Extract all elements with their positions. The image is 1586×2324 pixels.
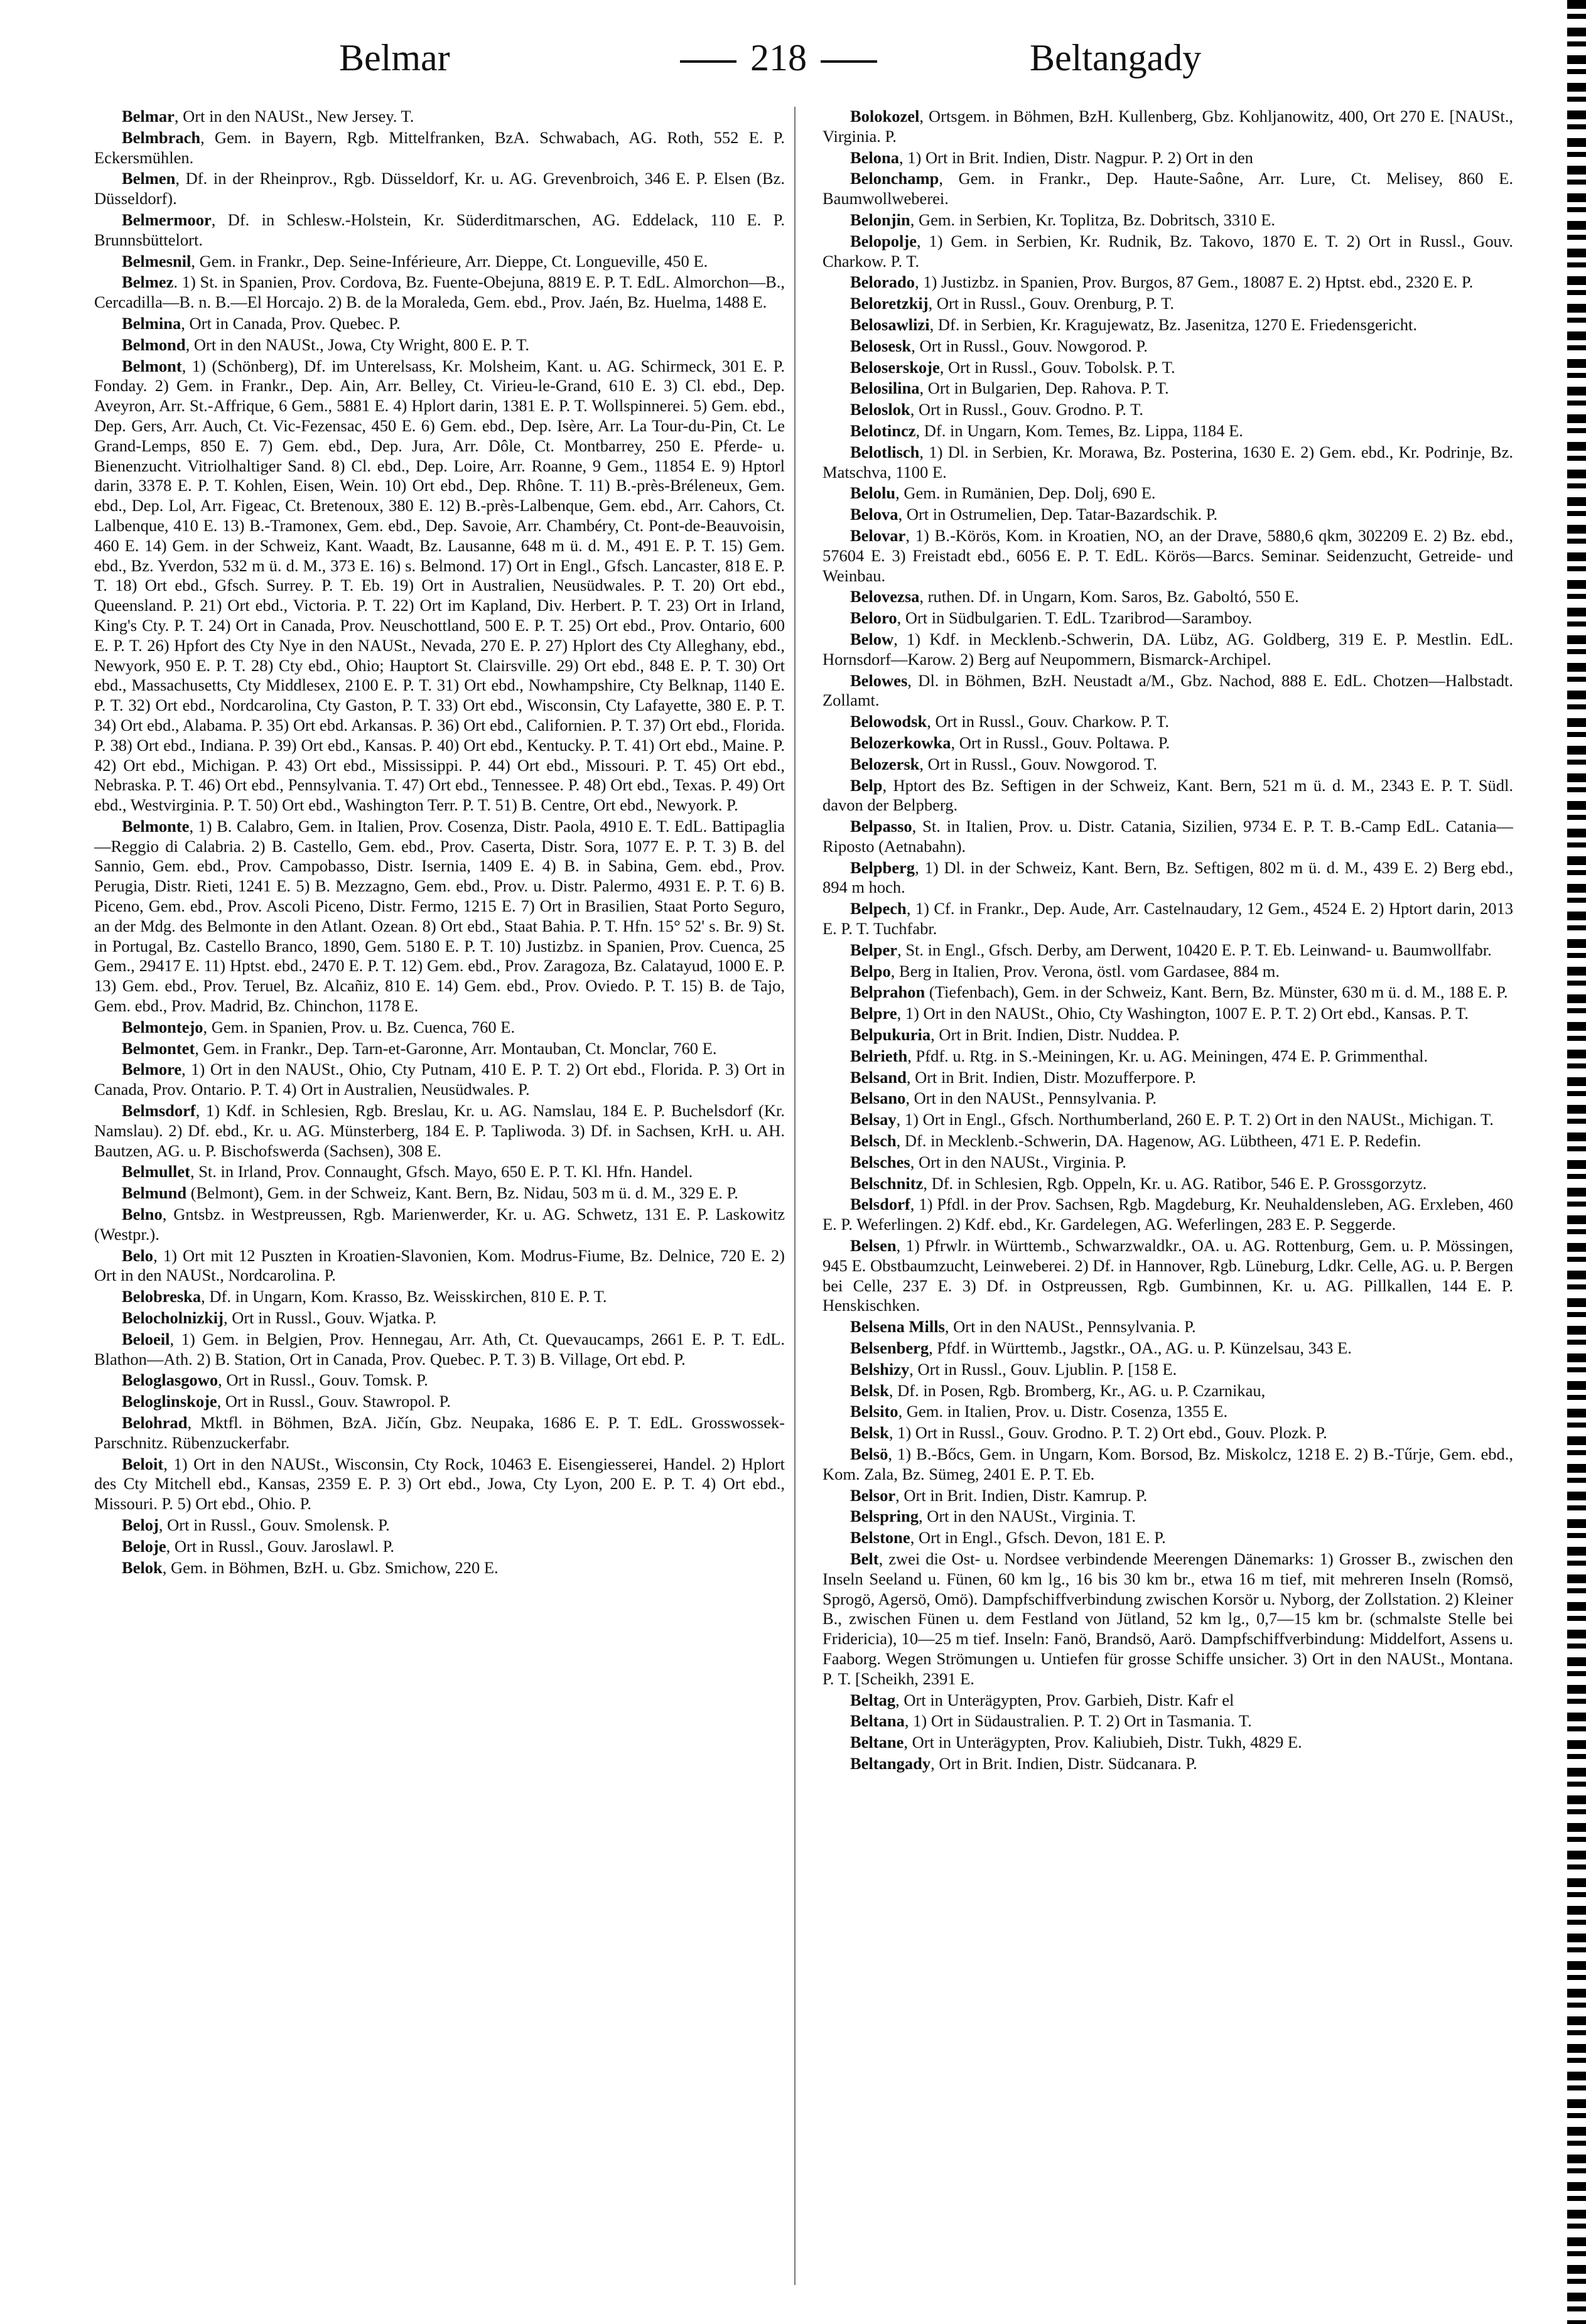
dictionary-entry — [94, 1330, 785, 1370]
entry-text: (Tiefenbach), Gem. in der Schweiz, Kant. Bern, Bz. Münster, 630 m ü. d. M., 188 E. P. — [925, 982, 1508, 1002]
dictionary-entry — [823, 858, 1513, 898]
entry-headword: Beloj — [122, 1515, 159, 1534]
dictionary-entry — [94, 1370, 785, 1391]
entry-headword: Belmbrach — [122, 127, 201, 147]
entry-text: , Gem. in Spanien, Prov. u. Bz. Cuenca, 760 E. — [203, 1017, 515, 1036]
dictionary-entry — [94, 1392, 785, 1412]
dictionary-entry — [94, 1205, 785, 1245]
entry-headword: Belsk — [850, 1423, 889, 1443]
dictionary-entry — [94, 1039, 785, 1059]
entry-text: , Df. in Ungarn, Kom. Temes, Bz. Lippa, 1184 E. — [915, 421, 1243, 440]
entry-text: , Ort in den NAUSt., Virginia. T. — [918, 1507, 1136, 1526]
entry-text: , 1) B.-Bőcs, Gem. in Ungarn, Kom. Borsod, Bz. Miskolcz, 1218 E. 2) B.-Tűrje, Gem. ebd., Kom. Zala, Bz. Sümeg, 2401 E. P. T. Eb. — [823, 1444, 1513, 1483]
dictionary-entry — [823, 1317, 1513, 1337]
dictionary-entry — [823, 1754, 1513, 1774]
dictionary-entry — [823, 483, 1513, 503]
entry-text: , 1) Ort in Brit. Indien, Distr. Nagpur. P. 2) Ort in den — [899, 148, 1253, 167]
entry-headword: Belmont — [122, 356, 182, 375]
dictionary-entry — [94, 1558, 785, 1578]
entry-text: , Ort in Russl., Gouv. Tomsk. P. — [218, 1370, 428, 1390]
dictionary-entry — [823, 1402, 1513, 1422]
dictionary-entry — [823, 526, 1513, 586]
dictionary-entry — [823, 1046, 1513, 1067]
entry-text: , Hptort des Bz. Seftigen in der Schweiz, Kant. Bern, 521 m ü. d. M., 2343 E. P. T. Südl. davon der Belpberg. — [823, 775, 1513, 815]
entry-headword: Belolu — [850, 483, 896, 503]
entry-text: , Gem. in Frankr., Dep. Haute-Saône, Arr. Lure, Ct. Melisey, 860 E. Baumwollweberei. — [823, 169, 1513, 208]
entry-headword: Belmen — [122, 169, 176, 188]
dictionary-entry — [94, 1101, 785, 1161]
dictionary-entry — [823, 169, 1513, 209]
entry-text: , 1) Cf. in Frankr., Dep. Aude, Arr. Castelnaudary, 12 Gem., 4524 E. 2) Hptort darin, 2013 E. P. T. Tuchfabr. — [823, 899, 1513, 939]
entry-text: , Ort in Russl., Gouv. Orenburg, P. T. — [928, 294, 1174, 313]
entry-text: , Ort in Russl., Gouv. Nowgorod. P. — [911, 336, 1148, 355]
dictionary-entry — [94, 1413, 785, 1453]
entry-headword: Beloro — [850, 608, 897, 628]
entry-headword: Belmonte — [122, 816, 190, 836]
entry-headword: Belsö — [850, 1444, 888, 1463]
entry-headword: Belsito — [850, 1402, 898, 1421]
dictionary-entry — [823, 1711, 1513, 1731]
entry-headword: Belmond — [122, 335, 186, 354]
dictionary-entry — [94, 1162, 785, 1182]
dictionary-entry — [94, 1060, 785, 1100]
entry-headword: Belsch — [850, 1131, 897, 1151]
entry-headword: Belonchamp — [850, 169, 939, 188]
entry-text: , St. in Irland, Prov. Connaught, Gfsch. Mayo, 650 E. P. T. Kl. Hfn. Handel. — [190, 1162, 693, 1181]
entry-text: , Ort in Russl., Gouv. Stawropol. P. — [217, 1392, 451, 1411]
entry-text: , 1) Dl. in der Schweiz, Kant. Bern, Bz. Seftigen, 802 m ü. d. M., 439 E. 2) Berg ebd., 894 m hoch. — [823, 858, 1513, 897]
entry-headword: Belozerkowka — [850, 733, 951, 752]
entry-text: , Ort in Russl., Gouv. Jaroslawl. P. — [166, 1536, 395, 1556]
header-first-entry: Belmar — [339, 37, 450, 78]
entry-headword: Belmullet — [122, 1162, 190, 1181]
page-header — [0, 25, 1586, 94]
dictionary-entry — [823, 587, 1513, 607]
dictionary-entry — [823, 1236, 1513, 1316]
entry-text: , Ort in Russl., Gouv. Wjatka. P. — [223, 1308, 437, 1328]
entry-text: , Ort in Brit. Indien, Distr. Südcanara. P. — [931, 1753, 1197, 1773]
entry-text: , 1) Ort in Engl., Gfsch. Northumberland, 260 E. P. T. 2) Ort in den NAUSt., Michigan. T. — [896, 1110, 1494, 1129]
entry-headword: Beloretzkij — [850, 294, 929, 313]
entry-headword: Belsdorf — [850, 1195, 910, 1214]
dictionary-entry — [94, 210, 785, 250]
entry-headword: Belsena Mills — [850, 1317, 945, 1337]
entry-text: , Df. in Posen, Rgb. Bromberg, Kr., AG. u. P. Czarnikau, — [888, 1380, 1266, 1400]
entry-text: , 1) Pfrwlr. in Württemb., Schwarzwaldkr., OA. u. AG. Rottenburg, Gem. u. P. Mössingen, 945 E. Obstbaumzucht, Leinweberei. 2) Df. in Hannover, Rgb. Lüneburg, Ldkr. Celle, AG. u. P. Bergen bei Celle, 237 E. 3) Df. in Ostpreussen, Rgb. Gumbinnen, Kr. u. AG. Pillkallen, 144 E. P. Henskischken. — [823, 1236, 1513, 1315]
entry-headword: Belocholnizkij — [122, 1308, 224, 1328]
dictionary-entry — [823, 1733, 1513, 1753]
dictionary-entry — [823, 1004, 1513, 1024]
entry-headword: Belno — [122, 1205, 163, 1224]
entry-headword: Belspring — [850, 1507, 919, 1526]
entry-text: , St. in Engl., Gfsch. Derby, am Derwent, 10420 E. P. T. Eb. Leinwand- u. Baumwollfabr. — [897, 940, 1492, 959]
dictionary-entry — [94, 128, 785, 168]
dictionary-entry — [823, 505, 1513, 525]
entry-text: , 1) Gem. in Serbien, Kr. Rudnik, Bz. Takovo, 1870 E. T. 2) Ort in Russl., Gouv. Charkow. P. T. — [823, 231, 1513, 271]
entry-text: , Gntsbz. in Westpreussen, Rgb. Marienwerder, Kr. u. AG. Schwetz, 131 E. P. Laskowitz (Westpr.). — [94, 1205, 785, 1244]
header-dash-left — [680, 60, 736, 63]
entry-text: , 1) Justizbz. in Spanien, Prov. Burgos, 87 Gem., 18087 E. 2) Hptst. ebd., 2320 E. P. — [915, 272, 1474, 292]
entry-text: , Ort in Ostrumelien, Dep. Tatar-Bazardschik. P. — [898, 505, 1218, 524]
entry-text: , 1) Gem. in Belgien, Prov. Hennegau, Arr. Ath, Ct. Quevaucamps, 2661 E. P. T. EdL. Blathon—Ath. 2) B. Station, Ort in Canada, Prov. Quebec. P. T. 3) B. Village, Ort ebd. P. — [94, 1329, 785, 1369]
entry-text: , 1) Pfdl. in der Prov. Sachsen, Rgb. Magdeburg, Kr. Neuhaldensleben, AG. Erxleben, 460 E. P. Weferlingen. 2) Kdf. ebd., Kr. Gardelegen, AG. Weferlingen, 283 E. P. Seggerde. — [823, 1195, 1513, 1234]
entry-text: , Dl. in Böhmen, BzH. Neustadt a/M., Gbz. Nachod, 888 E. EdL. Chotzen—Halbstadt. Zollamt. — [823, 670, 1513, 710]
entry-headword: Beloeil — [122, 1329, 170, 1348]
dictionary-entry — [823, 1025, 1513, 1045]
entry-headword: Belotincz — [850, 421, 916, 440]
entry-headword: Beloslok — [850, 400, 910, 419]
dictionary-entry — [823, 1089, 1513, 1109]
dictionary-entry — [823, 443, 1513, 483]
entry-text: , Ort in Russl., Gouv. Poltawa. P. — [951, 733, 1170, 752]
entry-headword: Belper — [850, 940, 898, 959]
entry-headword: Belosesk — [850, 336, 912, 355]
dictionary-entry — [94, 1537, 785, 1557]
dictionary-entry — [823, 210, 1513, 230]
entry-headword: Beloglasgowo — [122, 1370, 218, 1390]
entry-headword: Belowodsk — [850, 712, 927, 731]
entry-headword: Below — [850, 629, 894, 648]
page-edge-marks — [1567, 0, 1586, 2324]
entry-text: , Df. in Schlesw.-Holstein, Kr. Süderditmarschen, AG. Eddelack, 110 E. P. Brunnsbüttelort. — [94, 210, 785, 249]
entry-headword: Belsor — [850, 1485, 896, 1505]
entry-headword: Bolokozel — [850, 107, 920, 126]
dictionary-entry — [823, 1528, 1513, 1548]
entry-text: , 1) B. Calabro, Gem. in Italien, Prov. Cosenza, Distr. Paola, 4910 E. T. EdL. Battipaglia—Reggio di Calabria. 2) B. Castello, Gem. ebd., Prov. Caserta, Distr. Sora, 1077 E. P. T. 3) B. del Sannio, Gem. ebd., Prov. Campobasso, Distr. Isernia, 1409 E. 4) B. in Sabina, Gem. ebd., Prov. Perugia, Distr. Rieti, 1241 E. 5) B. Mezzagno, Gem. ebd., Prov. u. Distr. Palermo, 4931 E. P. T. 6) B. Piceno, Gem. ebd., Prov. Ascoli Piceno, Distr. Fermo, 1215 E. 7) Ort in Brasilien, Staat Porto Seguro, an der Mdg. des Belmonte in den Atlant. Ozean. 8) Ort ebd., Staat Bahia. P. T. Hfn. 15° 52' s. Br. 9) St. in Portugal, Bz. Castello Branco, 1890, Gem. 5180 E. P. T. 10) Justizbz. in Spanien, Prov. Cuenca, 25 Gem., 29417 E. 11) Hptst. ebd., 2470 E. P. T. 12) Gem. ebd., Prov. Zaragoza, Bz. Calatayud, 1000 E. P. 13) Gem. ebd., Prov. Teruel, Bz. Alcañiz, 810 E. 14) Gem. ebd., Prov. Oviedo. P. T. 15) B. de Tajo, Gem. ebd., Prov. Madrid, Bz. Chinchon, 1178 E. — [94, 816, 785, 1016]
dictionary-entry — [94, 107, 785, 127]
dictionary-entry — [823, 272, 1513, 293]
dictionary-entry — [823, 1195, 1513, 1235]
entry-headword: Beloje — [122, 1536, 166, 1556]
entry-headword: Belsay — [850, 1110, 897, 1129]
dictionary-entry — [823, 1549, 1513, 1689]
header-dash-right — [821, 60, 877, 63]
entry-text: , Df. in der Rheinprov., Rgb. Düsseldorf, Kr. u. AG. Grevenbroich, 346 E. P. Elsen (Bz. Düsseldorf). — [94, 169, 785, 208]
entry-headword: Belobreska — [122, 1287, 202, 1306]
entry-text: , Gem. in Böhmen, BzH. u. Gbz. Smichow, 220 E. — [162, 1557, 499, 1577]
entry-headword: Beltangady — [850, 1753, 931, 1773]
dictionary-entry — [823, 400, 1513, 420]
entry-headword: Belprahon — [850, 982, 925, 1002]
dictionary-entry — [823, 1444, 1513, 1485]
entry-headword: Belrieth — [850, 1046, 908, 1065]
dictionary-entry — [823, 358, 1513, 378]
entry-text: , 1) Ort in den NAUSt., Wisconsin, Cty Rock, 10463 E. Eisengiesserei, Handel. 2) Hplort des Cty Mitchell ebd., Kansas, 2359 E. P. 3) Ort ebd., Jowa, Cty Lyon, 200 E. P. T. 4) Ort ebd., Missouri. P. 5) Ort ebd., Ohio. P. — [94, 1454, 785, 1514]
entry-headword: Belp — [850, 775, 883, 795]
entry-headword: Belmontet — [122, 1038, 195, 1058]
entry-headword: Belmesnil — [122, 251, 192, 271]
entry-text: , Ort in den NAUSt., Jowa, Cty Wright, 800 E. P. T. — [185, 335, 529, 354]
entry-text: , Gem. in Frankr., Dep. Seine-Inférieure, Arr. Dieppe, Ct. Longueville, 450 E. — [191, 251, 708, 271]
dictionary-entry — [823, 630, 1513, 670]
entry-text: , Ort in Südbulgarien. T. EdL. Tzaribrod—Saramboy. — [897, 608, 1253, 628]
dictionary-entry — [823, 1153, 1513, 1173]
dictionary-entry — [823, 1691, 1513, 1711]
dictionary-entry — [94, 1018, 785, 1038]
entry-headword: Belt — [850, 1549, 879, 1568]
entry-text: , Mktfl. in Böhmen, BzA. Jičín, Gbz. Neupaka, 1686 E. P. T. EdL. Grosswossek-Parschnitz. Rübenzuckerfabr. — [94, 1413, 785, 1452]
entry-text: , Ort in Brit. Indien, Distr. Nuddea. P. — [931, 1025, 1180, 1045]
entry-headword: Belsen — [850, 1236, 897, 1256]
entry-headword: Belsches — [850, 1152, 910, 1171]
dictionary-entry — [823, 1338, 1513, 1358]
entry-text: , Gem. in Bayern, Rgb. Mittelfranken, BzA. Schwabach, AG. Roth, 552 E. P. Eckersmühlen. — [94, 127, 785, 167]
entry-headword: Belstone — [850, 1528, 910, 1547]
dictionary-entry — [823, 107, 1513, 147]
entry-text: , Ort in den NAUSt., Pennsylvania. P. — [944, 1317, 1196, 1337]
entry-text: , Ort in Bulgarien, Dep. Rahova. P. T. — [919, 379, 1169, 398]
dictionary-entry — [94, 357, 785, 815]
dictionary-entry — [94, 335, 785, 355]
entry-text: , Ort in Canada, Prov. Quebec. P. — [181, 313, 401, 333]
entry-text: , St. in Italien, Prov. u. Distr. Catania, Sizilien, 9734 E. P. T. B.-Camp EdL. Catania—Riposto (Aetnabahn). — [823, 817, 1513, 856]
page-number — [659, 36, 898, 80]
entry-headword: Beloserskoje — [850, 357, 940, 377]
entry-text: , 1) Ort in Südaustralien. P. T. 2) Ort in Tasmania. T. — [904, 1711, 1252, 1731]
entry-headword: Beltane — [850, 1733, 904, 1752]
dictionary-entry — [94, 1183, 785, 1203]
dictionary-entry — [823, 671, 1513, 711]
entry-text: , Ort in Brit. Indien, Distr. Kamrup. P. — [895, 1485, 1148, 1505]
entry-text: , Ort in Engl., Gfsch. Devon, 181 E. P. — [910, 1528, 1166, 1547]
page-number-text: 218 — [750, 37, 807, 78]
dictionary-entry — [823, 733, 1513, 753]
entry-headword: Belmund — [122, 1183, 187, 1203]
dictionary-entry — [823, 294, 1513, 314]
entry-headword: Belosilina — [850, 379, 920, 398]
entry-text: , Ort in den NAUSt., Pennsylvania. P. — [905, 1089, 1157, 1108]
entry-text: , 1) Ort in Russl., Gouv. Grodno. P. T. 2) Ort ebd., Gouv. Plozk. P. — [888, 1423, 1327, 1443]
entry-headword: Belohrad — [122, 1413, 188, 1432]
dictionary-entry — [823, 1174, 1513, 1194]
entry-headword: Beloit — [122, 1454, 164, 1473]
entry-headword: Belpech — [850, 899, 907, 918]
entry-text: , 1) Ort in den NAUSt., Ohio, Cty Putnam, 410 E. P. T. 2) Ort ebd., Florida. P. 3) Ort in Canada, Prov. Ontario. P. T. 4) Ort in Australien, Neusüdwales. P. — [94, 1060, 785, 1099]
dictionary-entry — [823, 315, 1513, 335]
dictionary-entry — [823, 899, 1513, 939]
header-last-entry: Beltangady — [1030, 37, 1202, 78]
entry-text: , Ort in den NAUSt., Virginia. P. — [910, 1152, 1126, 1171]
entry-text: , Ort in Russl., Gouv. Grodno. P. T. — [910, 400, 1143, 419]
column-divider — [794, 107, 796, 2285]
dictionary-entry — [94, 314, 785, 334]
entry-text: , Gem. in Frankr., Dep. Tarn-et-Garonne, Arr. Montauban, Ct. Monclar, 760 E. — [195, 1038, 717, 1058]
entry-headword: Belmina — [122, 313, 181, 333]
dictionary-entry — [823, 336, 1513, 357]
entry-headword: Belo — [122, 1245, 154, 1265]
dictionary-entry — [823, 1068, 1513, 1088]
entry-text: , 1) (Schönberg), Df. im Unterelsass, Kr. Molsheim, Kant. u. AG. Schirmeck, 301 E. P. Fonday. 2) Gem. in Frankr., Dep. Ain, Arr. Belley, Ct. Virieu-le-Grand, 610 E. 3) Cl. ebd., Dep. Aveyron, Arr. St.-Affrique, 6 Gem., 5881 E. 4) Hplort darin, 1381 E. P. T. Wollspinnerei. 5) Gem. ebd., Dep. Gers, Arr. Auch, Ct. Vic-Fezensac, 450 E. 6) Gem. ebd., Dep. Isère, Arr. La Tour-du-Pin, Ct. Le Grand-Lemps, 850 E. 7) Gem. ebd., Dep. Jura, Arr. Dôle, Ct. Montbarrey, 250 E. Pferde- u. Bienenzucht. Vitriolhaltiger Sand. 8) Cl. ebd., Dep. Loire, Arr. Roanne, 9 Gem., 11854 E. 9) Hptorl darin, 3378 E. P. T. Kohlen, Eisen, Wein. 10) Ort ebd., Dep. Rhône. T. 11) B.-près-Bréleneux, Gem. ebd., Dep. Lol, Arr. Figeac, Ct. Bretenoux, 380 E. 12) B.-près-Lalbenque, Gem. ebd., Arr. Cahors, Ct. Lalbenque, 410 E. 13) B.-Tramonex, Gem. ebd., Dep. Savoie, Arr. Chambéry, Ct. Pont-de-Beauvoisin, 460 E. 14) Gem. in der Schweiz, Kant. Waadt, Bz. Lausanne, 648 m ü. d. M., 491 E. P. T. 15) Gem. ebd., Bz. Yverdon, 532 m ü. d. M., 373 E. 16) s. Belmond. 17) Ort in Engl., Gfsch. Lancaster, 818 E. P. T. 18) Ort ebd., Gfsch. Surrey. P. T. Eb. 19) Ort in Australien, Neusüdwales. P. T. 20) Ort ebd., Queensland. P. 21) Ort ebd., Victoria. P. T. 22) Ort im Kapland, Div. Herbert. P. T. 23) Ort in Irland, King's Cty. P. T. 24) Ort in Canada, Prov. Neuschottland, 500 E. P. T. 25) Ort ebd., Prov. Ontario, 600 E. P. T. 26) Hpfort des Cty Nye in den NAUSt., Nevada, 270 E. P. 27) Hplort des Cty Alleghany, ebd., Newyork, 950 E. P. T. 28) Cty ebd., Ohio; Hauptort St. Clairsville. 29) Ort ebd., 848 E. P. T. 30) Ort ebd., Massachusetts, Cty Middlesex, 2100 E. P. T. 31) Ort ebd., Nowhampshire, Cty Belknap, 1140 E. P. T. 32) Ort ebd., Nordcarolina, Cty Gaston, P. T. 33) Ort ebd., Wisconsin, Cty Lafayette, 380 E. P. T. 34) Ort ebd., Alabama. P. 35) Ort ebd. Arkansas. P. 36) Ort ebd., Californien. P. T. 37) Ort ebd., Florida. P. 38) Ort ebd., Indiana. P. 39) Ort ebd., Kansas. P. 40) Ort ebd., Kentucky. P. T. 41) Ort ebd., Maine. P. 42) Ort ebd., Michigan. P. 43) Ort ebd., Mississippi. P. 44) Ort ebd., Missouri. P. T. 45) Ort ebd., Nebraska. P. T. 46) Ort ebd., Pennsylvania. T. 47) Ort ebd., Tennessee. P. 48) Ort ebd., Texas. P. 49) Ort ebd., Westvirginia. P. T. 50) Ort ebd., Washington Terr. P. T. 51) B. Centre, Ort ebd., Newyork. P. — [94, 356, 785, 815]
entry-headword: Belpo — [850, 961, 891, 981]
entry-headword: Belovezsa — [850, 587, 920, 606]
entry-headword: Belschnitz — [850, 1173, 924, 1193]
entry-headword: Belovar — [850, 525, 906, 545]
dictionary-entry — [823, 1131, 1513, 1151]
entry-headword: Belotlisch — [850, 442, 920, 461]
entry-text: , Gem. in Serbien, Kr. Toplitza, Bz. Dobritsch, 3310 E. — [910, 210, 1276, 229]
entry-headword: Belpukuria — [850, 1025, 931, 1045]
dictionary-entry — [94, 252, 785, 272]
entry-text: , Pfdf. u. Rtg. in S.-Meiningen, Kr. u. AG. Meiningen, 474 E. P. Grimmenthal. — [907, 1046, 1428, 1065]
dictionary-entry — [94, 272, 785, 313]
dictionary-entry — [94, 1246, 785, 1286]
entry-headword: Belopolje — [850, 231, 917, 250]
dictionary-entry — [823, 1381, 1513, 1401]
entry-headword: Belok — [122, 1557, 163, 1577]
left-column — [94, 107, 785, 2285]
dictionary-entry — [823, 1423, 1513, 1443]
entry-headword: Beltag — [850, 1690, 896, 1709]
entry-text: , Df. in Ungarn, Kom. Krasso, Bz. Weisskirchen, 810 E. P. T. — [201, 1287, 607, 1306]
dictionary-entry — [823, 817, 1513, 857]
entry-text: , Ort in Russl., Gouv. Nowgorod. T. — [919, 754, 1157, 773]
entry-text: , 1) Ort mit 12 Puszten in Kroatien-Slavonien, Kom. Modrus-Fiume, Bz. Delnice, 720 E. 2) Ort in den NAUSt., Nordcarolina. P. — [94, 1245, 785, 1285]
entry-text: , Df. in Mecklenb.-Schwerin, DA. Hagenow, AG. Lübtheen, 471 E. P. Redefin. — [896, 1131, 1421, 1151]
dictionary-entry — [94, 169, 785, 209]
dictionary-entry — [94, 1515, 785, 1536]
entry-text: , Berg in Italien, Prov. Verona, östl. vom Gardasee, 884 m. — [890, 961, 1280, 981]
entry-headword: Beloglinskoje — [122, 1392, 217, 1411]
entry-headword: Belozersk — [850, 754, 920, 773]
entry-headword: Belmontejo — [122, 1017, 203, 1036]
dictionary-entry — [94, 1287, 785, 1307]
right-column — [823, 107, 1513, 2285]
dictionary-entry — [823, 1360, 1513, 1380]
dictionary-entry — [823, 776, 1513, 816]
entry-text: , Ort in Russl., Gouv. Ljublin. P. [158 E. — [909, 1359, 1177, 1379]
dictionary-entry — [823, 1486, 1513, 1506]
entry-headword: Belsano — [850, 1089, 906, 1108]
entry-headword: Belova — [850, 505, 898, 524]
entry-text: , 1) Kdf. in Schlesien, Rgb. Breslau, Kr. u. AG. Namslau, 184 E. P. Buchelsdorf (Kr. Namslau). 2) Df. ebd., Kr. u. AG. Münsterberg, 184 E. P. Tapliwoda. 3) Df. in Sachsen, KrH. u. AH. Bautzen, AG. u. P. Bischofswerda (Sachsen), 308 E. — [94, 1101, 785, 1160]
dictionary-entry — [823, 712, 1513, 732]
entry-headword: Belsk — [850, 1380, 889, 1400]
entry-headword: Belorado — [850, 272, 915, 292]
dictionary-entry — [823, 148, 1513, 168]
entry-headword: Belpasso — [850, 817, 912, 836]
entry-headword: Belmermoor — [122, 210, 212, 229]
entry-text: , zwei die Ost- u. Nordsee verbindende Meerengen Dänemarks: 1) Grosser B., zwischen den Inseln Seeland u. Fünen, 60 km lg., 16 bis 30 km br., etwa 16 m tief, mit mehreren Inseln (Romsö, Sprogö, Agersö, Omö). Dampfschiffverbindung zwischen Korsör u. Nyborg, der Zollstation. 2) Kleiner B., zwischen Fünen u. dem Festland von Jütland, 52 km lg., 0,7—15 km br. (schmalste Stelle bei Fridericia), 10—25 m tief. Inseln: Fanö, Brandsö, Aarö. Dampfschiffverbindung: Middelfort, Assens u. Faaborg. Wegen Strömungen u. Untiefen für grosse Schiffe unsicher. 3) Ort in den NAUSt., Montana. P. T. [Scheikh, 2391 E. — [823, 1549, 1513, 1688]
entry-text: , ruthen. Df. in Ungarn, Kom. Saros, Bz. Gaboltó, 550 E. — [919, 587, 1299, 606]
entry-text: , Df. in Schlesien, Rgb. Oppeln, Kr. u. AG. Ratibor, 546 E. P. Grossgorzytz. — [923, 1173, 1427, 1193]
entry-headword: Belmar — [122, 107, 175, 126]
entry-text: , 1) B.-Körös, Kom. in Kroatien, NO, an der Drave, 5880,6 qkm, 302209 E. 2) Bz. ebd., 57604 E. 3) Freistadt ebd., 6056 E. P. T. EdL. Körös—Barcs. Seminar. Seidenzucht, Getreide- und Weinbau. — [823, 525, 1513, 585]
entry-headword: Belonjin — [850, 210, 910, 229]
dictionary-entry — [94, 1455, 785, 1514]
entry-headword: Belmsdorf — [122, 1101, 196, 1121]
entry-text: , 1) Ort in den NAUSt., Ohio, Cty Washington, 1007 E. P. T. 2) Ort ebd., Kansas. P. T. — [897, 1004, 1469, 1023]
entry-text: , 1) Dl. in Serbien, Kr. Morawa, Bz. Posterina, 1630 E. 2) Gem. ebd., Kr. Podrinje, Bz. Matschva, 1100 E. — [823, 442, 1513, 481]
dictionary-entry — [823, 1507, 1513, 1527]
dictionary-entry — [823, 608, 1513, 628]
dictionary-entry — [823, 940, 1513, 960]
dictionary-entry — [94, 817, 785, 1016]
dictionary-entry — [823, 421, 1513, 441]
entry-text: , Gem. in Rumänien, Dep. Dolj, 690 E. — [895, 483, 1156, 503]
entry-headword: Belpberg — [850, 858, 915, 877]
dictionary-entry — [823, 232, 1513, 272]
entry-text: , Ort in Brit. Indien, Distr. Mozufferpore. P. — [906, 1067, 1196, 1087]
entry-text: , Gem. in Italien, Prov. u. Distr. Cosenza, 1355 E. — [898, 1402, 1228, 1421]
entry-headword: Belowes — [850, 670, 908, 690]
entry-text: , 1) Kdf. in Mecklenb.-Schwerin, DA. Lübz, AG. Goldberg, 319 E. P. Mestlin. EdL. Hornsdorf—Karow. 2) Berg auf Neupommern, Bismarck-Archipel. — [823, 629, 1513, 669]
entry-headword: Belmore — [122, 1060, 182, 1079]
entry-headword: Belsand — [850, 1067, 907, 1087]
entry-text: , Pfdf. in Württemb., Jagstkr., OA., AG. u. P. Künzelsau, 343 E. — [929, 1338, 1352, 1358]
entry-text: . 1) St. in Spanien, Prov. Cordova, Bz. Fuente-Obejuna, 8819 E. P. T. EdL. Almorchon—B., Cercadilla—B. n. B.—El Horcajo. 2) B. de la Moraleda, Gem. ebd., Prov. Jaén, Bz. Huelma, 1488 E. — [94, 272, 785, 312]
dictionary-entry — [823, 379, 1513, 399]
entry-headword: Belona — [850, 148, 900, 167]
dictionary-entry — [823, 982, 1513, 1003]
entry-headword: Belmez — [122, 272, 174, 292]
entry-text: , Ortsgem. in Böhmen, BzH. Kullenberg, Gbz. Kohljanowitz, 400, Ort 270 E. [NAUSt., Virginia. P. — [823, 107, 1513, 146]
entry-text: (Belmont), Gem. in der Schweiz, Kant. Bern, Bz. Nidau, 503 m ü. d. M., 329 E. P. — [186, 1183, 738, 1203]
entry-text: , Ort in Russl., Gouv. Tobolsk. P. T. — [939, 357, 1175, 377]
entry-text: , Ort in Unterägypten, Prov. Kaliubieh, Distr. Tukh, 4829 E. — [904, 1733, 1302, 1752]
entry-text: , Ort in Russl., Gouv. Smolensk. P. — [158, 1515, 390, 1534]
entry-headword: Belpre — [850, 1004, 897, 1023]
entry-text: , Df. in Serbien, Kr. Kragujewatz, Bz. Jasenitza, 1270 E. Friedensgericht. — [929, 315, 1417, 334]
entry-headword: Belshizy — [850, 1359, 910, 1379]
entry-headword: Belosawlizi — [850, 315, 930, 334]
entry-text: , Ort in den NAUSt., New Jersey. T. — [174, 107, 414, 126]
dictionary-entry — [823, 755, 1513, 775]
entry-text: , Ort in Russl., Gouv. Charkow. P. T. — [927, 712, 1169, 731]
entry-headword: Beltana — [850, 1711, 905, 1731]
dictionary-entry — [823, 1110, 1513, 1130]
dictionary-entry — [94, 1308, 785, 1328]
entry-text: , Ort in Unterägypten, Prov. Garbieh, Distr. Kafr el — [895, 1690, 1234, 1709]
entry-headword: Belsenberg — [850, 1338, 929, 1358]
dictionary-entry — [823, 962, 1513, 982]
